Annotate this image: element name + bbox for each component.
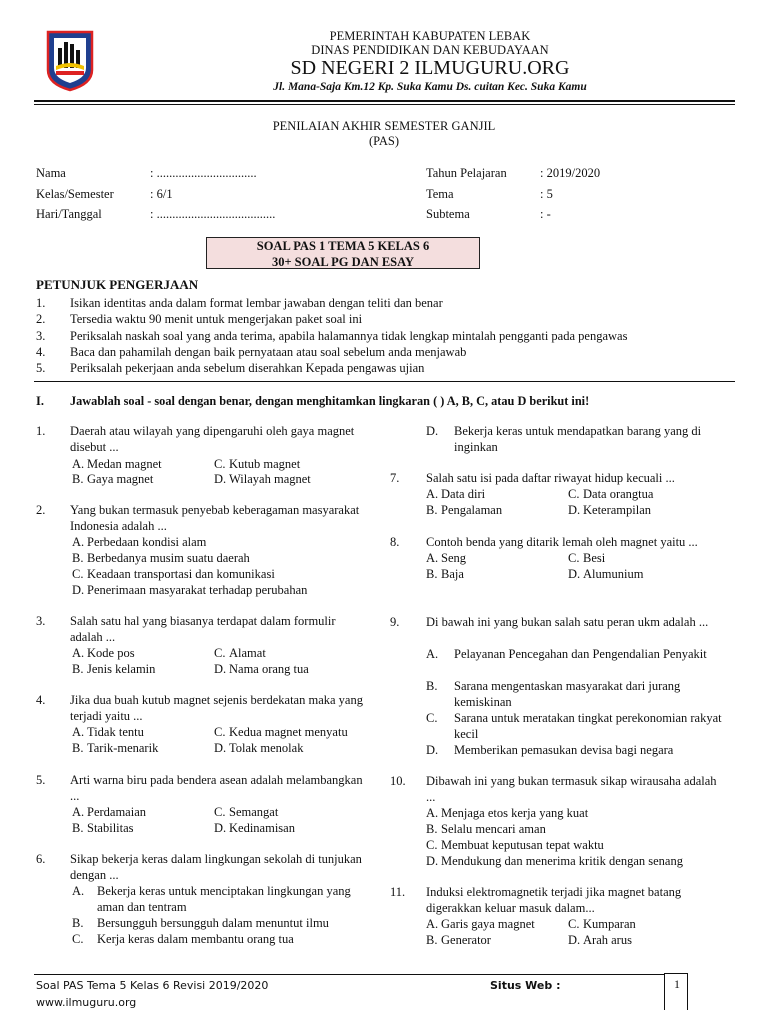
question-text: Salah satu isi pada daftar riwayat hidup kecuali ... bbox=[426, 471, 675, 485]
instruction-number: 1. bbox=[36, 296, 46, 310]
option-text: Garis gaya magnet bbox=[441, 917, 535, 931]
instruction-number: 3. bbox=[36, 329, 46, 343]
header-address: Jl. Mana-Saja Km.12 Kp. Suka Kamu Ds. cuitan Kec. Suka Kamu bbox=[273, 81, 587, 93]
option-letter: A. bbox=[426, 806, 439, 820]
option-text: Jenis kelamin bbox=[87, 662, 156, 676]
question-text: Di bawah ini yang bukan salah satu peran ukm adalah ... bbox=[426, 615, 709, 629]
option-letter: C. bbox=[72, 567, 84, 581]
question-number: 4. bbox=[36, 693, 46, 707]
option-letter: A. bbox=[72, 884, 85, 898]
question-number: 2. bbox=[36, 503, 46, 517]
option-letter: D. bbox=[568, 503, 581, 517]
option-text: Selalu mencari aman bbox=[441, 822, 546, 836]
option-text: Bekerja keras untuk mendapatkan barang yang di inginkan bbox=[454, 424, 702, 454]
identity-value: : 5 bbox=[540, 187, 553, 201]
question-number: 10. bbox=[390, 774, 406, 788]
identity-label: Tema bbox=[426, 187, 454, 201]
option-letter: D. bbox=[214, 472, 227, 486]
option-text: Kode pos bbox=[87, 646, 135, 660]
option-letter: C. bbox=[568, 551, 580, 565]
header-school-name: SD NEGERI 2 ILMUGURU.ORG bbox=[290, 57, 570, 79]
option-text: Menjaga etos kerja yang kuat bbox=[441, 806, 589, 820]
identity-label: Nama bbox=[36, 166, 66, 180]
footer-website-link[interactable]: www.ilmuguru.org bbox=[36, 996, 137, 1009]
instruction-text: Isikan identitas anda dalam format lembar jawaban dengan teliti dan benar bbox=[70, 296, 443, 310]
instruction-text: Periksalah pekerjaan anda sebelum diserahkan Kepada pengawas ujian bbox=[70, 361, 425, 375]
option-text: Sarana untuk meratakan tingkat perekonomian rakyat kecil bbox=[454, 711, 722, 741]
option-text: Medan magnet bbox=[87, 457, 162, 471]
option-letter: D. bbox=[426, 854, 439, 868]
instruction-text: Tersedia waktu 90 menit untuk mengerjakan paket soal ini bbox=[70, 312, 363, 326]
instruction-number: 5. bbox=[36, 361, 46, 375]
exam-subtitle: (PAS) bbox=[368, 134, 400, 148]
option-letter: A. bbox=[72, 725, 85, 739]
option-text: Kedua magnet menyatu bbox=[229, 725, 348, 739]
option-letter: B. bbox=[72, 551, 84, 565]
option-text: Alamat bbox=[229, 646, 266, 660]
option-text: Data diri bbox=[441, 487, 486, 501]
option-text: Berbedanya musim suatu daerah bbox=[87, 551, 250, 565]
section-instruction: Jawablah soal - soal dengan benar, dengan menghitamkan lingkaran ( ) A, B, C, atau D berikut ini! bbox=[70, 394, 590, 408]
option-letter: C. bbox=[568, 917, 580, 931]
option-letter: B. bbox=[426, 933, 438, 947]
option-letter: C. bbox=[214, 805, 226, 819]
option-text: Penerimaan masyarakat terhadap perubahan bbox=[87, 583, 308, 597]
option-letter: B. bbox=[72, 821, 84, 835]
option-letter: B. bbox=[72, 916, 84, 930]
option-text: Sarana mengentaskan masyarakat dari jurang kemiskinan bbox=[454, 679, 681, 709]
identity-value: : ................................ bbox=[150, 166, 257, 180]
option-letter: C. bbox=[426, 711, 438, 725]
option-text: Bekerja keras untuk menciptakan lingkungan yang aman dan tentram bbox=[97, 884, 351, 914]
option-letter: A. bbox=[426, 551, 439, 565]
option-text: Kerja keras dalam membantu orang tua bbox=[97, 932, 294, 946]
footer-divider bbox=[34, 974, 664, 975]
footer-web-label: Situs Web : bbox=[490, 979, 561, 992]
option-letter: A. bbox=[72, 457, 85, 471]
option-text: Gaya magnet bbox=[87, 472, 154, 486]
option-letter: D. bbox=[426, 424, 439, 438]
instruction-number: 2. bbox=[36, 312, 46, 326]
option-letter: A. bbox=[72, 535, 85, 549]
identity-label: Kelas/Semester bbox=[36, 187, 114, 201]
footer-doc-title: Soal PAS Tema 5 Kelas 6 Revisi 2019/2020 bbox=[36, 979, 269, 992]
option-letter: D. bbox=[426, 743, 439, 757]
option-letter: A. bbox=[426, 917, 439, 931]
question-number: 6. bbox=[36, 852, 46, 866]
identity-label: Hari/Tanggal bbox=[36, 207, 102, 221]
question-number: 5. bbox=[36, 773, 46, 787]
question-text: Daerah atau wilayah yang dipengaruhi oleh gaya magnet disebut ... bbox=[70, 424, 355, 454]
option-text: Generator bbox=[441, 933, 491, 947]
question-text: Yang bukan termasuk penyebab keberagaman masyarakat Indonesia adalah ... bbox=[70, 503, 360, 533]
question-text: Salah satu hal yang biasanya terdapat dalam formulir adalah ... bbox=[70, 614, 336, 644]
section-number: I. bbox=[36, 394, 44, 408]
option-text: Perdamaian bbox=[87, 805, 147, 819]
option-text: Keadaan transportasi dan komunikasi bbox=[87, 567, 275, 581]
instructions-title: PETUNJUK PENGERJAAN bbox=[36, 277, 199, 292]
option-letter: C. bbox=[214, 725, 226, 739]
identity-value: : ...................................... bbox=[150, 207, 276, 221]
header-divider bbox=[34, 100, 735, 105]
option-letter: A. bbox=[72, 646, 85, 660]
header-government: PEMERINTAH KABUPATEN LEBAK bbox=[329, 29, 531, 43]
option-text: Semangat bbox=[229, 805, 279, 819]
option-letter: A. bbox=[72, 805, 85, 819]
option-text: Keterampilan bbox=[583, 503, 652, 517]
question-number: 1. bbox=[36, 424, 46, 438]
section-divider bbox=[34, 381, 735, 382]
option-letter: A. bbox=[426, 487, 439, 501]
option-text: Tidak tentu bbox=[87, 725, 144, 739]
question-number: 8. bbox=[390, 535, 400, 549]
option-letter: B. bbox=[72, 472, 84, 486]
identity-value: : - bbox=[540, 207, 551, 221]
option-letter: B. bbox=[72, 741, 84, 755]
option-text: Pelayanan Pencegahan dan Pengendalian Penyakit bbox=[454, 647, 707, 661]
identity-value: : 6/1 bbox=[150, 187, 173, 201]
option-letter: A. bbox=[426, 647, 439, 661]
question-number: 3. bbox=[36, 614, 46, 628]
option-letter: C. bbox=[214, 457, 226, 471]
option-letter: B. bbox=[72, 662, 84, 676]
option-letter: D. bbox=[214, 741, 227, 755]
instruction-text: Periksalah naskah soal yang anda terima, apabila halamannya tidak lengkap mintalah pengganti pada pengawas bbox=[70, 329, 628, 343]
option-letter: B. bbox=[426, 822, 438, 836]
question-text: Sikap bekerja keras dalam lingkungan sekolah di tunjukan dengan ... bbox=[70, 852, 362, 882]
option-text: Tarik-menarik bbox=[87, 741, 159, 755]
option-letter: B. bbox=[426, 679, 438, 693]
option-letter: C. bbox=[214, 646, 226, 660]
exam-title: PENILAIAN AKHIR SEMESTER GANJIL bbox=[272, 119, 496, 133]
instruction-number: 4. bbox=[36, 345, 46, 359]
question-text: Jika dua buah kutub magnet sejenis berdekatan maka yang terjadi yaitu ... bbox=[70, 693, 363, 723]
page-number: 1 bbox=[674, 977, 680, 991]
school-logo bbox=[44, 30, 96, 92]
header-department: DINAS PENDIDIKAN DAN KEBUDAYAAN bbox=[311, 43, 549, 57]
option-text: Pengalaman bbox=[441, 503, 503, 517]
option-letter: C. bbox=[568, 487, 580, 501]
identity-value: : 2019/2020 bbox=[540, 166, 601, 180]
question-number: 7. bbox=[390, 471, 400, 485]
option-text: Alumunium bbox=[583, 567, 644, 581]
option-text: Memberikan pemasukan devisa bagi negara bbox=[454, 743, 674, 757]
option-text: Perbedaan kondisi alam bbox=[87, 535, 207, 549]
option-text: Besi bbox=[583, 551, 606, 565]
option-text: Seng bbox=[441, 551, 466, 565]
option-letter: B. bbox=[426, 567, 438, 581]
question-number: 9. bbox=[390, 615, 400, 629]
option-letter: C. bbox=[72, 932, 84, 946]
option-text: Nama orang tua bbox=[229, 662, 309, 676]
option-text: Kutub magnet bbox=[229, 457, 301, 471]
option-letter: D. bbox=[568, 567, 581, 581]
option-text: Arah arus bbox=[583, 933, 632, 947]
option-text: Membuat keputusan tepat waktu bbox=[441, 838, 604, 852]
option-letter: D. bbox=[214, 662, 227, 676]
option-text: Data orangtua bbox=[583, 487, 654, 501]
question-number: 11. bbox=[390, 885, 406, 899]
option-text: Stabilitas bbox=[87, 821, 134, 835]
option-letter: D. bbox=[568, 933, 581, 947]
option-text: Bersungguh bersungguh dalam menuntut ilmu bbox=[97, 916, 329, 930]
option-letter: D. bbox=[72, 583, 85, 597]
question-text: Dibawah ini yang bukan termasuk sikap wirausaha adalah ... bbox=[426, 774, 717, 804]
identity-label: Subtema bbox=[426, 207, 470, 221]
option-text: Kumparan bbox=[583, 917, 636, 931]
option-letter: D. bbox=[214, 821, 227, 835]
option-letter: C. bbox=[426, 838, 438, 852]
identity-label: Tahun Pelajaran bbox=[426, 166, 507, 180]
exam-info-line: 30+ SOAL PG DAN ESAY bbox=[271, 254, 415, 269]
exam-info-line: SOAL PAS 1 TEMA 5 KELAS 6 bbox=[256, 239, 430, 253]
instruction-text: Baca dan pahamilah dengan baik pernyataan atau soal sebelum anda menjawab bbox=[70, 345, 467, 359]
option-text: Tolak menolak bbox=[229, 741, 304, 755]
question-text: Induksi elektromagnetik terjadi jika magnet batang digerakkan keluar masuk dalam... bbox=[426, 885, 682, 915]
question-text: Arti warna biru pada bendera asean adalah melambangkan ... bbox=[70, 773, 363, 803]
question-text: Contoh benda yang ditarik lemah oleh magnet yaitu ... bbox=[426, 535, 698, 549]
exam-info-box bbox=[206, 237, 480, 269]
option-letter: B. bbox=[426, 503, 438, 517]
option-text: Wilayah magnet bbox=[229, 472, 311, 486]
option-text: Mendukung dan menerima kritik dengan senang bbox=[441, 854, 683, 868]
option-text: Kedinamisan bbox=[229, 821, 295, 835]
option-text: Baja bbox=[441, 567, 464, 581]
